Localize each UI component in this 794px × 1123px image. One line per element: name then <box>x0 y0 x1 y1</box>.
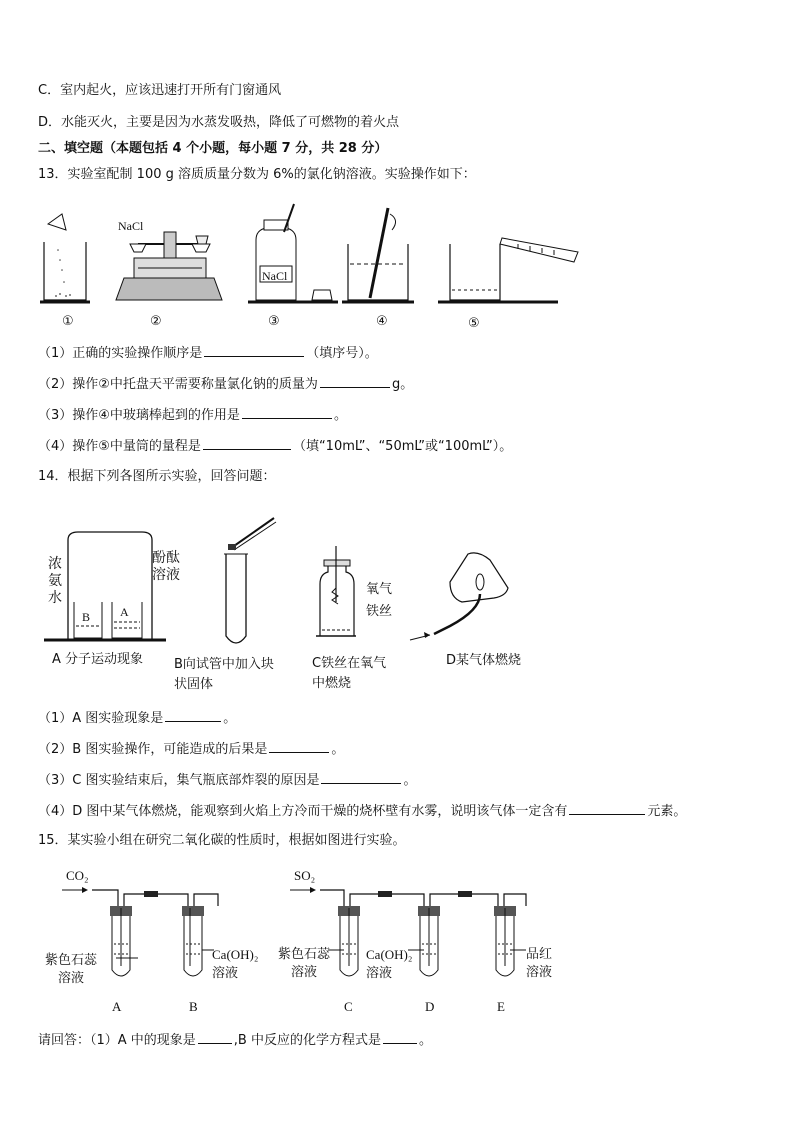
fig14-caption-b: B向试管中加入块状固体 <box>174 657 274 692</box>
fig13-label-1: ① <box>62 314 74 329</box>
fig14-gas-bottle <box>316 546 356 636</box>
tube-e <box>494 906 516 976</box>
fig14-caption-d: D某气体燃烧 <box>446 653 522 668</box>
question-14: 14．根据下列各图所示实验，回答问题： <box>38 469 276 484</box>
fig13-label-3: ③ <box>268 314 280 329</box>
fig14-flame-beaker <box>410 553 508 640</box>
answer-blank[interactable] <box>203 436 291 450</box>
fig13-nacl-jar-label: NaCl <box>262 269 288 283</box>
answer-blank[interactable] <box>269 739 329 753</box>
tube-d-solution-label: Ca(OH)₂溶液 <box>366 947 413 980</box>
fig14-bell-jar <box>44 532 166 640</box>
q13-part4: （4）操作⑤中量筒的量程是 （填“10mL”、“50mL”或“100mL”）。 <box>38 436 512 456</box>
q14-part3: （3）C 图实验结束后，集气瓶底部炸裂的原因是 。 <box>38 770 417 790</box>
tube-b-label: B <box>189 999 198 1014</box>
fig13-label-4: ④ <box>376 314 388 329</box>
answer-blank[interactable] <box>569 801 645 815</box>
fig14-iron-label: 铁丝 <box>366 604 393 619</box>
fig14-caption-c: C铁丝在氧气中燃烧 <box>312 656 387 691</box>
fig14-caption-a: A 分子运动现象 <box>52 652 144 667</box>
fig14-test-tube <box>224 518 276 643</box>
question-13: 13．实验室配制 100 g 溶质质量分数为 6%的氯化钠溶液。实验操作如下： <box>38 167 476 182</box>
fig13-cylinder-pour <box>438 238 578 302</box>
q14-part4: （4）D 图中某气体燃烧，能观察到火焰上方冷而干燥的烧杯壁有水雾，说明该气体一定含有 元素。 <box>38 801 686 821</box>
fig14-oxygen-label: 氧气 <box>366 582 393 597</box>
answer-blank[interactable] <box>383 1030 417 1044</box>
answer-blank[interactable] <box>165 708 221 722</box>
q14-part1: （1）A 图实验现象是 。 <box>38 708 236 728</box>
tube-c-label: C <box>344 999 353 1014</box>
fig13-reagent-jar <box>248 204 338 302</box>
fig13-balance <box>116 232 222 300</box>
answer-blank[interactable] <box>242 405 332 419</box>
q13-part2: （2）操作②中托盘天平需要称量氯化钠的质量为 g。 <box>38 374 413 394</box>
fig14-a-right-label: 酚酞溶液 <box>152 550 180 583</box>
question-15: 15．某实验小组在研究二氧化碳的性质时，根据如图进行实验。 <box>38 833 406 848</box>
answer-blank[interactable] <box>198 1030 232 1044</box>
fig13-beaker-pour <box>40 214 90 302</box>
tube-c <box>338 906 360 976</box>
tube-a-solution-label: 紫色石蕊溶液 <box>44 953 97 986</box>
option-d: D．水能灭火，主要是因为水蒸发吸热，降低了可燃物的着火点 <box>38 115 400 130</box>
fig13-beaker-stir <box>342 208 414 302</box>
answer-blank[interactable] <box>320 374 390 388</box>
option-c: C．室内起火，应该迅速打开所有门窗通风 <box>38 83 282 98</box>
fig13-label-5: ⑤ <box>468 316 480 331</box>
section-title: 二、填空题（本题包括 4 个小题，每小题 7 分，共 28 分） <box>38 141 388 156</box>
fig14-beaker-a-label: A <box>120 605 129 619</box>
fig13-nacl-top-label: NaCl <box>118 219 144 233</box>
answer-blank[interactable] <box>204 343 304 357</box>
q13-part3: （3）操作④中玻璃棒起到的作用是 。 <box>38 405 347 425</box>
q14-part2: （2）B 图实验操作，可能造成的后果是 。 <box>38 739 344 759</box>
tube-a <box>110 906 132 976</box>
tube-e-label: E <box>497 999 505 1014</box>
tube-b-solution-label: Ca(OH)₂溶液 <box>212 947 259 980</box>
tube-e-solution-label: 品红溶液 <box>526 947 553 980</box>
tube-d-label: D <box>425 999 435 1014</box>
answer-blank[interactable] <box>321 770 401 784</box>
fig14-beaker-b-label: B <box>82 610 91 624</box>
co2-label: CO₂ <box>66 868 89 883</box>
tube-a-label: A <box>112 999 122 1014</box>
q13-part1: （1）正确的实验操作顺序是 （填序号）。 <box>38 343 378 363</box>
tube-b <box>182 906 204 976</box>
q15-answer-line: 请回答：（1）A 中的现象是 ,B 中反应的化学方程式是 。 <box>38 1030 432 1050</box>
tube-c-solution-label: 紫色石蕊溶液 <box>277 947 330 980</box>
so2-label: SO₂ <box>294 868 316 883</box>
fig13-label-2: ② <box>150 314 162 329</box>
fig14-a-left-label: 浓氨水 <box>48 556 62 606</box>
figure-14-experiments <box>38 510 598 660</box>
